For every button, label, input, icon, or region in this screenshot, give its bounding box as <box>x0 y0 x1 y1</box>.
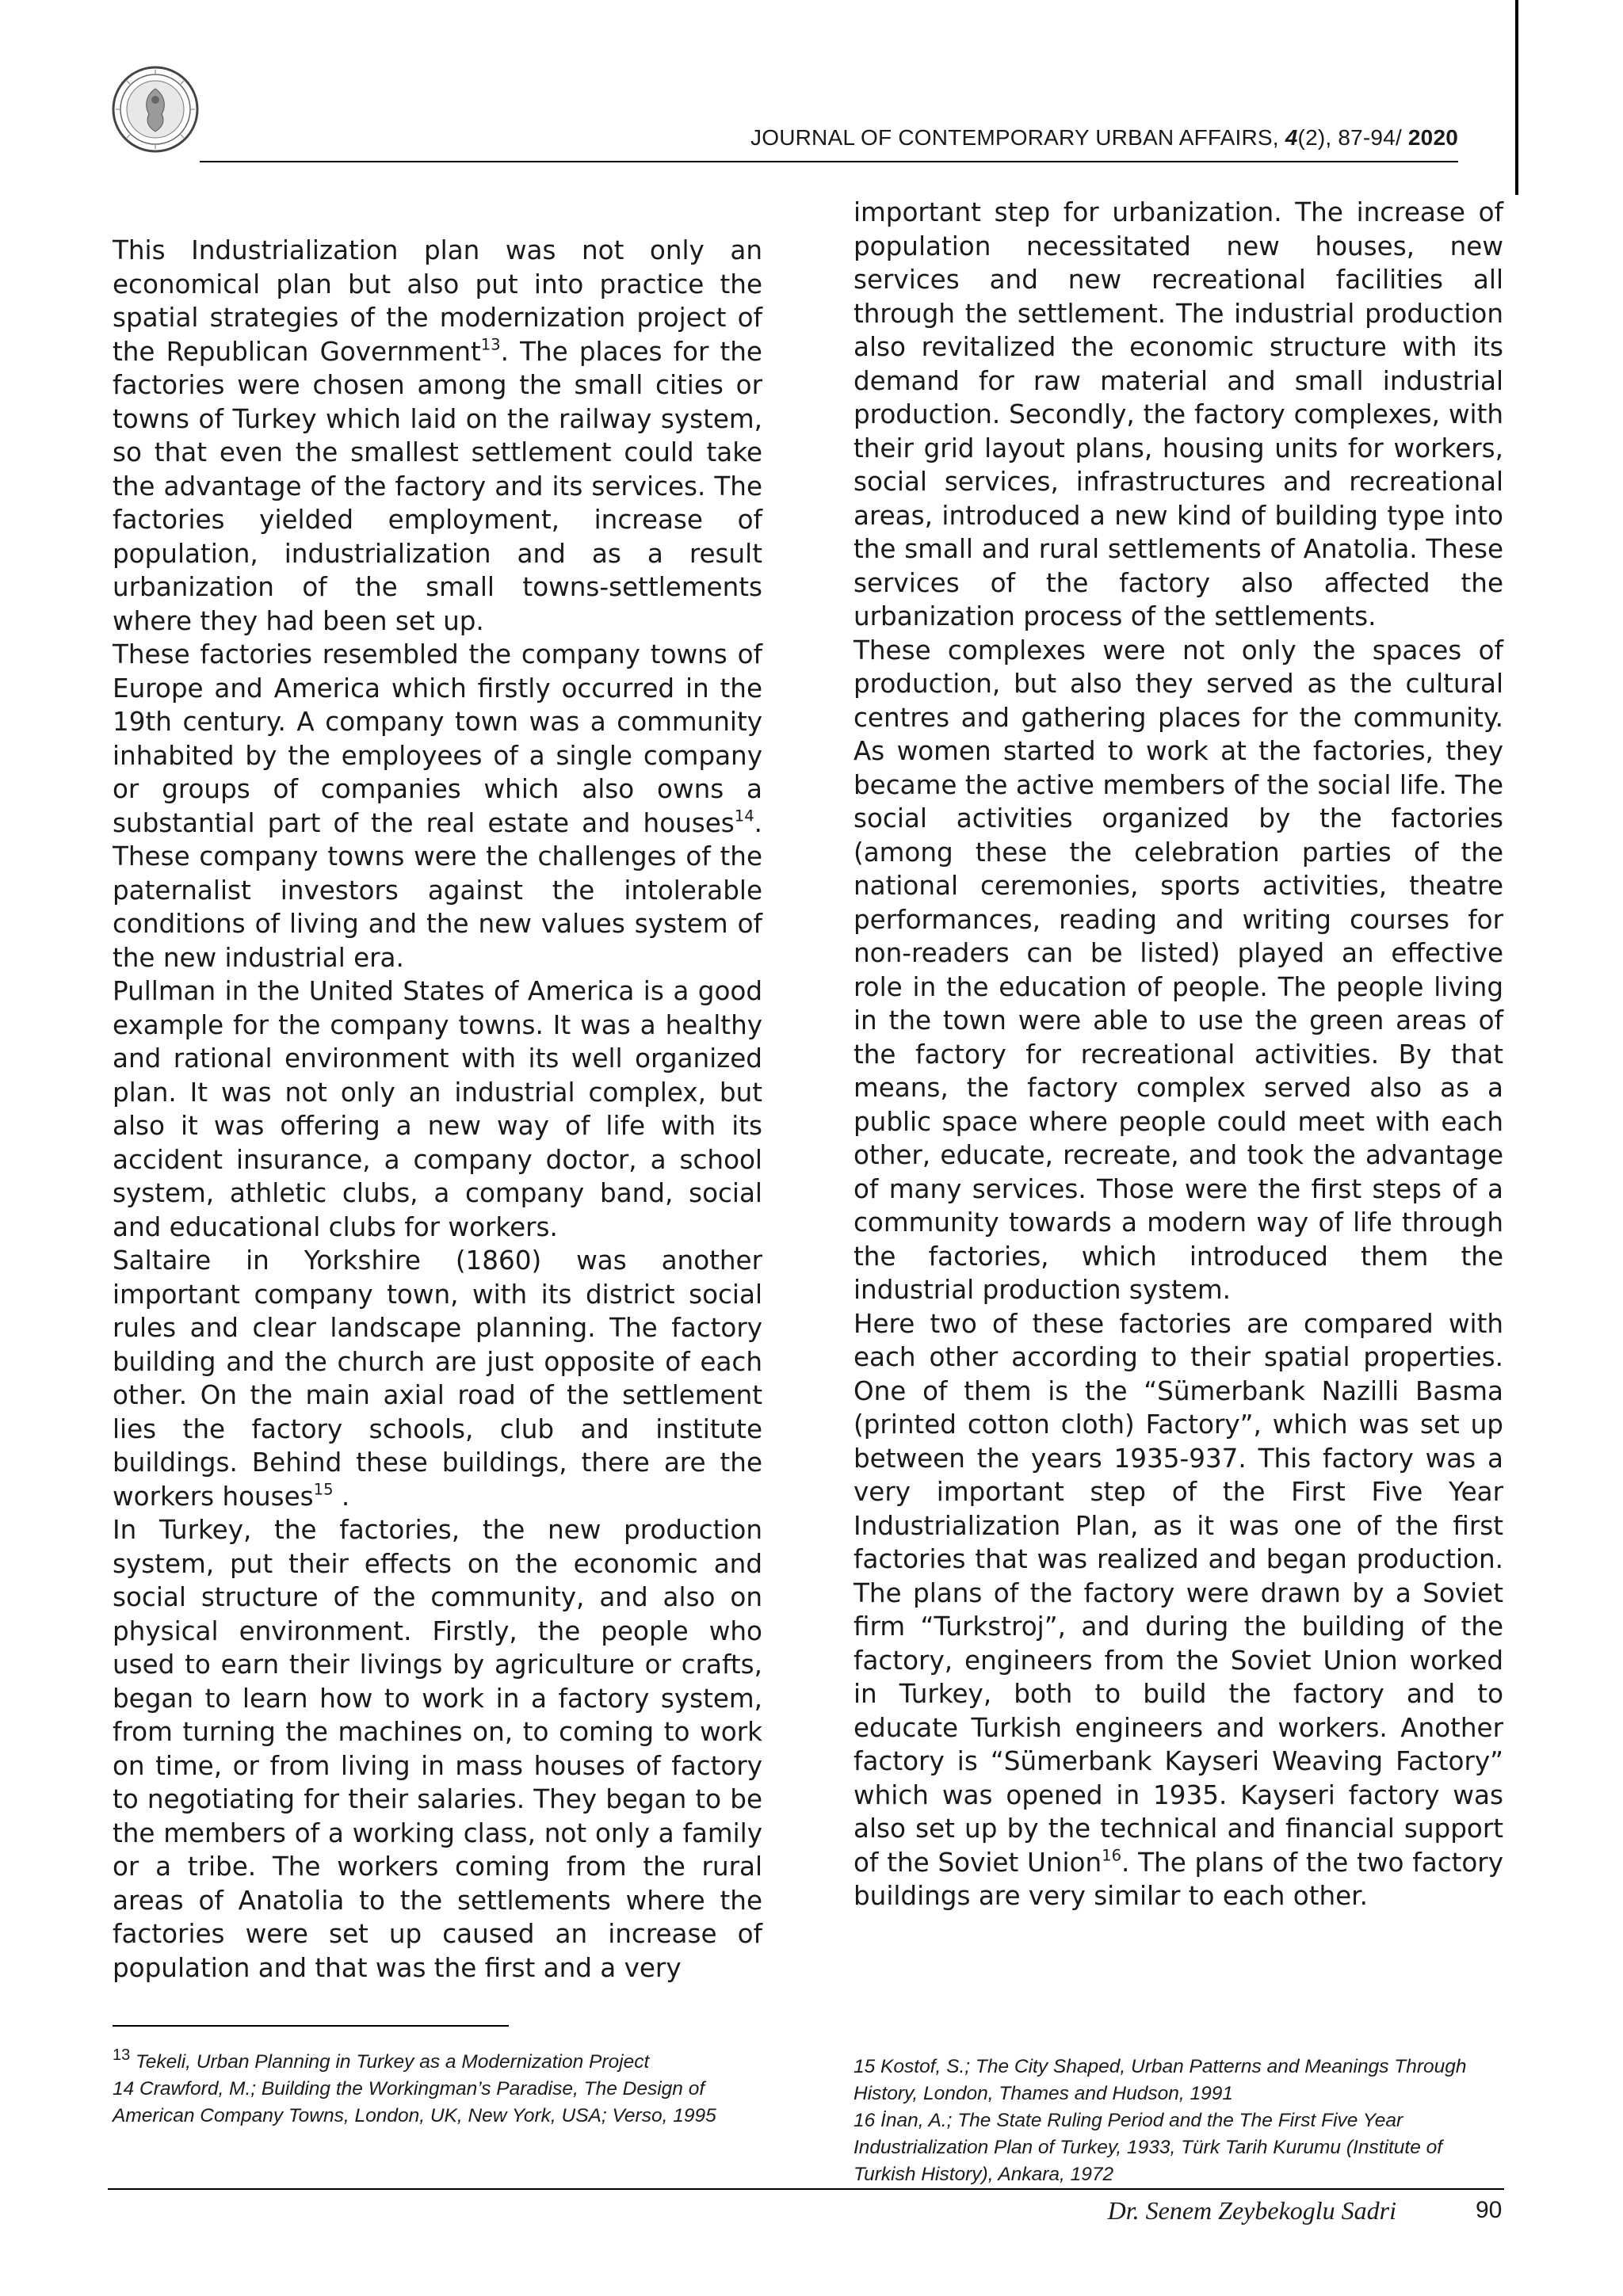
footnote-rule <box>113 2025 509 2027</box>
footnotes-left <box>113 2046 762 2130</box>
journal-issue-pages: (2), 87-94/ <box>1297 125 1408 150</box>
footnote-ref: 14 <box>734 806 754 825</box>
paragraph: In Turkey, the factories, the new production system, put their effects on the economic and social structure of the community, and also on physical environment. Firstly, the people who used to earn their livings by agriculture or crafts, began to learn how to work in a factory system, from turning the machines on, to coming to work on time, or from living in mass houses of factory to negotiating for their salaries. They began to be the members of a working class, not only a family or a tribe. The workers coming from the rural areas of Anatolia to the settlements where the factories were set up caused an increase of population and that was the first and a very <box>113 1515 762 1983</box>
paragraph: This Industrialization plan was not only an economical plan but also put into practice the spatial strategies of the modernization project of the Republican Government$^{13}$. The places for the factories were chosen among the small cities or towns of Turkey which laid on the railway system, so that even the smallest settlement could take the advantage of the factory and its services. The factories yielded employment, increase of population, industrialization and as a result urbanization of the small towns-settlements where they had been set up. <box>113 235 762 636</box>
footnote-ref: 15 <box>313 1479 334 1498</box>
header-vertical-rule <box>1515 0 1518 195</box>
journal-name: JOURNAL OF CONTEMPORARY URBAN AFFAIRS, <box>750 125 1285 150</box>
page-number: 90 <box>1476 2197 1503 2223</box>
footnote-ref: 13 <box>480 334 501 353</box>
left-column <box>113 234 762 1985</box>
footer-rule <box>108 2188 1504 2190</box>
paragraph: Pullman in the United States of America is a good example for the company towns. It was a healthy and rational environment with its well organized plan. It was not only an industrial complex, but also it was offering a new way of life with its accident insurance, a company doctor, a school system, athletic clubs, a company band, social and educational clubs for workers. <box>113 976 762 1242</box>
paragraph: Here two of these factories are compared with each other according to their spatial properties. One of them is the “Sümerbank Nazilli Basma (printed cotton cloth) Factory”, which was set up between the years 1935-937. This factory was a very important step of the First Five Year Industrialization Plan, as it was one of the first factories that was realized and began production. The plans of the factory were drawn by a Soviet firm “Turkstroj”, and during the building of the factory, engineers from the Soviet Union worked in Turkey, both to build the factory and to educate Turkish engineers and workers. Another factory is “Sümerbank Kayseri Weaving Factory” which was opened in 1935. Kayseri factory was also set up by the technical and financial support of the Soviet Union$^{16}$. The plans of the two factory buildings are very similar to each other. <box>854 1308 1503 1911</box>
footnote: $^{13}$ Tekeli, Urban Planning in Turkey as a Modernization Project <box>113 2046 650 2073</box>
footnote: 16 İnan, A.; The State Ruling Period and the The First Five Year Industrialization Plan of Turkey, 1933, Türk Tarih Kurumu (Institute of Turkish History), Ankara, 1972 <box>854 2110 1443 2185</box>
header-rule <box>200 161 1458 162</box>
paragraph: Saltaire in Yorkshire (1860) was another important company town, with its district social rules and clear landscape planning. The factory building and the church are just opposite of each other. On the main axial road of the settlement lies the factory schools, club and institute buildings. Behind these buildings, there are the workers houses$^{15}$ . <box>113 1245 762 1512</box>
footnote-number: 13 <box>113 2046 131 2064</box>
footnote-ref: 16 <box>1102 1845 1122 1864</box>
footnote: 14 Crawford, M.; Building the Workingman’s Paradise, The Design of American Company Towns, London, UK, New York, USA; Verso, 1995 <box>113 2078 716 2126</box>
paragraph: important step for urbanization. The increase of population necessitated new houses, new services and new recreational facilities all through the settlement. The industrial production also revitalized the economic structure with its demand for raw material and small industrial production. Secondly, the factory complexes, with their grid layout plans, housing units for workers, social services, infrastructures and recreational areas, introduced a new kind of building type into the small and rural settlements of Anatolia. These services of the factory also affected the urbanization process of the settlements. <box>854 197 1503 631</box>
journal-seal-logo <box>111 65 200 154</box>
right-column <box>854 196 1503 1913</box>
journal-volume: 4 <box>1285 125 1298 150</box>
footnote: 15 Kostof, S.; The City Shaped, Urban Patterns and Meanings Through History, London, Thames and Hudson, 1991 <box>854 2056 1467 2104</box>
footnotes-right <box>854 2054 1503 2188</box>
journal-year: 2020 <box>1407 125 1458 150</box>
paragraph: These complexes were not only the spaces of production, but also they served as the cultural centres and gathering places for the community. As women started to work at the factories, they became the active members of the social life. The social activities organized by the factories (among these the celebration parties of the national ceremonies, sports activities, theatre performances, reading and writing courses for non-readers can be listed) played an effective role in the education of people. The people living in the town were able to use the green areas of the factory for recreational activities. By that means, the factory complex served also as a public space where people could meet with each other, educate, recreate, and took the advantage of many services. Those were the first steps of a community towards a modern way of life through the factories, which introduced them the industrial production system. <box>854 635 1503 1305</box>
paragraph: These factories resembled the company towns of Europe and America which firstly occurred in the 19th century. A company town was a community inhabited by the employees of a single company or groups of companies which also owns a substantial part of the real estate and houses$^{14}$. These company towns were the challenges of the paternalist investors against the intolerable conditions of living and the new values system of the new industrial era. <box>113 639 762 973</box>
footer-author: Dr. Senem Zeybekoglu Sadri <box>1107 2196 1396 2225</box>
journal-header <box>750 127 1458 149</box>
